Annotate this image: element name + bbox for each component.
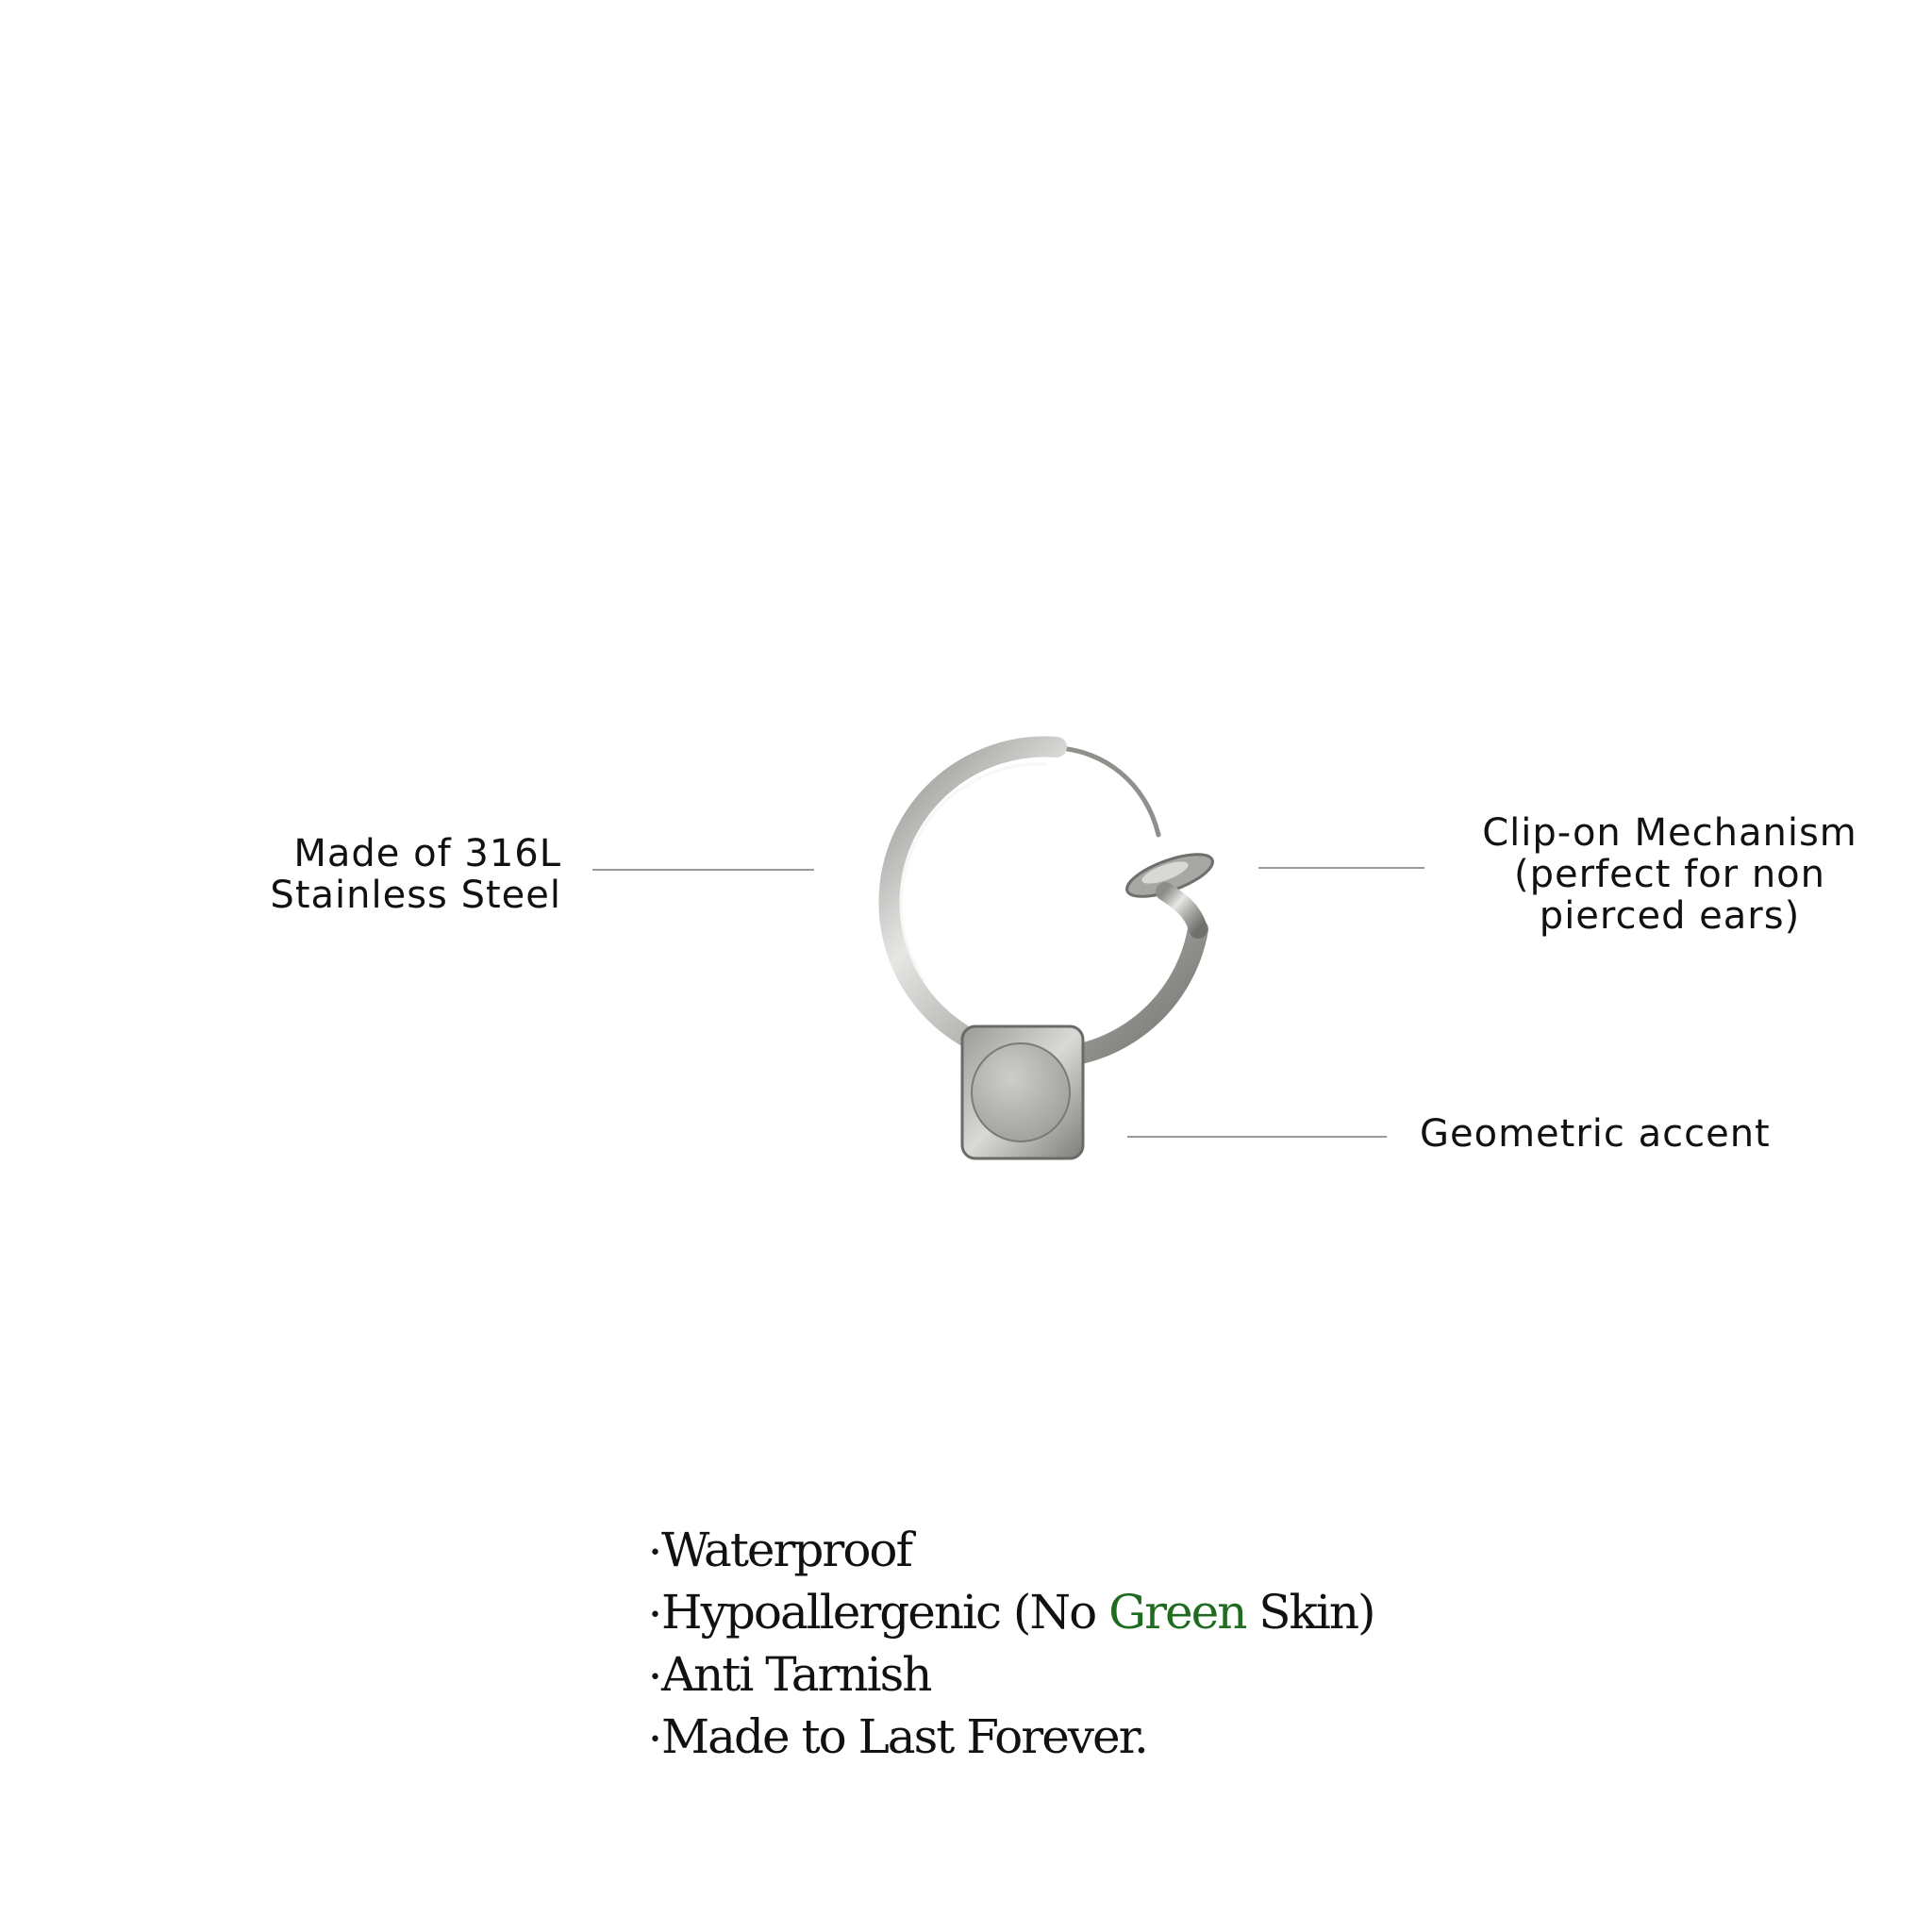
callout-geometric-line1: Geometric accent [1420, 1112, 1771, 1156]
clip-on-hoop-earring-icon [821, 726, 1245, 1179]
leader-line-material [592, 869, 814, 871]
feature-last-forever-label: Made to Last Forever. [660, 1709, 1147, 1764]
callout-clip-line1: Clip-on Mechanism [1482, 811, 1857, 855]
feature-anti-tarnish [649, 1645, 1374, 1707]
feature-hypo-text-before: Hypoallergenic (No [660, 1585, 1109, 1640]
feature-hypo-accent: Green [1108, 1585, 1246, 1640]
leader-line-clip [1258, 867, 1424, 869]
callout-clip-line3: pierced ears) [1539, 894, 1801, 938]
callout-material [193, 833, 561, 916]
bullet-icon: • [649, 1604, 659, 1627]
bullet-icon: • [649, 1728, 659, 1752]
callout-clip [1448, 812, 1891, 937]
callout-clip-line2: (perfect for non [1513, 853, 1826, 896]
bullet-icon: • [649, 1541, 659, 1565]
callout-material-line2: Stainless Steel [270, 874, 561, 917]
feature-list [649, 1521, 1374, 1770]
feature-waterproof-label: Waterproof [660, 1523, 912, 1577]
feature-anti-tarnish-label: Anti Tarnish [660, 1647, 931, 1702]
bullet-icon: • [649, 1666, 659, 1690]
feature-hypo-text-after: Skin) [1245, 1585, 1374, 1640]
callout-geometric [1420, 1113, 1771, 1155]
feature-last-forever [649, 1707, 1374, 1770]
feature-waterproof [649, 1521, 1374, 1583]
feature-hypoallergenic [649, 1583, 1374, 1645]
callout-material-line1: Made of 316L [293, 832, 561, 875]
